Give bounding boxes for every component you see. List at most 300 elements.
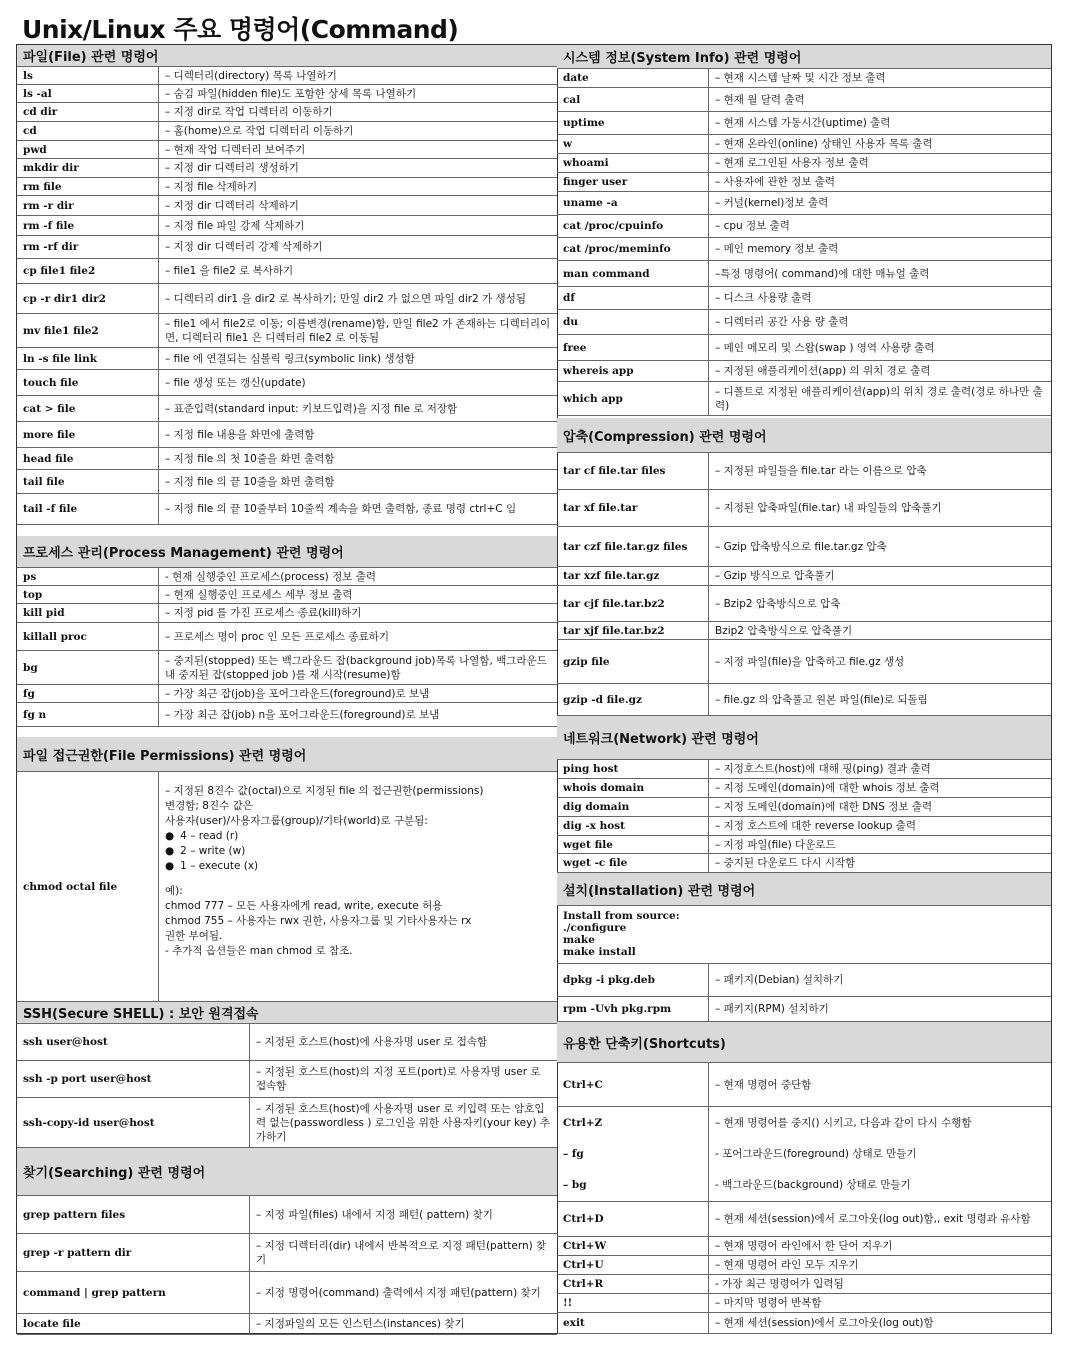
command-text: date	[557, 69, 709, 87]
command-text: dpkg -i pkg.deb	[557, 964, 709, 996]
description-text: – 현재 작업 디렉터리 보여주기	[165, 143, 306, 156]
description-text: – 현재 실행중인 프로세스 세부 정보 출력	[165, 588, 353, 601]
page-title: Unix/Linux 주요 명령어(Command)	[22, 15, 459, 44]
compression-section-row	[557, 622, 1051, 640]
command-text: cal	[557, 88, 709, 111]
compression-section-row	[557, 684, 1051, 716]
example-line: 권한 부여됨.	[165, 930, 223, 942]
description-text: – 지정 파일(files) 내에서 지정 패턴( pattern) 찾기	[256, 1208, 493, 1221]
command-description	[159, 703, 557, 726]
command-description	[709, 192, 1051, 214]
description-text: – 지정된 호스트(host)에 사용자명 user 로 접속함	[256, 1036, 488, 1048]
command-text: kill pid	[17, 604, 159, 622]
command-description	[159, 178, 557, 195]
description-text: – 메인 메모리 및 스왑(swap ) 영역 사용량 출력	[715, 341, 935, 354]
command-text: gzip -d file.gz	[557, 684, 709, 715]
process-section-row	[17, 586, 557, 604]
command-description	[250, 1196, 557, 1233]
command-description	[709, 1256, 1051, 1274]
description-text: – 지정 dir 디렉터리 강제 삭제하기	[165, 241, 323, 253]
network-section-header: 네트워크(Network) 관련 명령어	[557, 716, 1051, 760]
command-description	[709, 684, 1051, 715]
description-line: 사용자(user)/사용자그룹(group)/기타(world)로 구분됨:	[165, 815, 428, 827]
sysinfo-section-row	[557, 361, 1051, 382]
install-step: make install	[563, 946, 636, 958]
command-description	[159, 67, 557, 84]
ssh-section-header: SSH(Secure SHELL) : 보안 원격접속	[17, 1002, 557, 1024]
command-text: gzip file	[557, 640, 709, 683]
install-row	[557, 997, 1051, 1022]
command-text: cp -r dir1 dir2	[17, 284, 159, 313]
description-text: – file.gz 의 압축풀고 원본 파일(file)로 되돌림	[715, 693, 928, 706]
command-text: ping host	[557, 760, 709, 778]
file-section-row	[17, 236, 557, 259]
file-section-row	[17, 141, 557, 159]
command-text: grep pattern files	[17, 1196, 250, 1233]
shortcut-key: Ctrl+Z	[563, 1116, 603, 1129]
description-text: – 프로세스 명이 proc 인 모든 프로세스 종료하기	[165, 630, 389, 643]
permissions-section-header: 파일 접근권한(File Permissions) 관련 명령어	[17, 737, 557, 772]
description-text: – 중지된(stopped) 또는 백그라운드 잡(background job)목록 나열함, 백그라운드 내 중지된 잡(stopped job )를 재 시작(resume)함	[165, 654, 547, 681]
command-description	[159, 85, 557, 102]
command-text: cat /proc/cpuinfo	[557, 215, 709, 237]
process-section-row	[17, 651, 557, 685]
file-section-row	[17, 370, 557, 396]
command-description	[709, 238, 1051, 260]
sysinfo-section-row	[557, 310, 1051, 335]
command-text: free	[557, 335, 709, 360]
command-description	[709, 567, 1051, 585]
process-section-row	[17, 623, 557, 651]
command-text: dig -x host	[557, 817, 709, 835]
description-text: – 숨김 파일(hidden file)도 포함한 상세 목록 나열하기	[165, 87, 417, 100]
command-description	[159, 448, 557, 469]
command-description	[159, 348, 557, 369]
compression-section-row	[557, 640, 1051, 684]
description-text: – 지정 파일(file)을 압축하고 file.gz 생성	[715, 655, 905, 668]
description-text: – 지정된 호스트(host)에 사용자명 user 로 키입력 또는 암호입력 없는(passwordless ) 로그인을 위한 사용자키(your key) 추가하기	[256, 1102, 550, 1143]
command-description	[709, 361, 1051, 381]
process-section-row	[17, 604, 557, 623]
command-text: ls	[17, 67, 159, 84]
process-section-header: 프로세스 관리(Process Management) 관련 명령어	[17, 536, 557, 568]
command-text: bg	[17, 651, 159, 684]
command-description	[159, 568, 557, 585]
command-description	[709, 453, 1051, 489]
command-description	[709, 154, 1051, 172]
command-description	[159, 236, 557, 258]
command-text: fg	[17, 685, 159, 702]
file-section-row	[17, 396, 557, 422]
description-text: – 현재 월 달력 출력	[715, 93, 805, 106]
command-text: man command	[557, 261, 709, 286]
ssh-section-row	[17, 1024, 557, 1061]
description-line: 변경함; 8진수 값은	[165, 800, 253, 812]
file-section-row	[17, 67, 557, 85]
description-text: – 사용자에 관한 정보 출력	[715, 176, 836, 188]
description-text: – 현재 명령어 중단함	[715, 1078, 812, 1091]
command-text: uname -a	[557, 192, 709, 214]
example-line: chmod 777 – 모든 사용자에게 read, write, execute 허용	[165, 900, 443, 912]
description-text: – 커널(kernel)정보 출력	[715, 197, 829, 209]
file-section-row	[17, 314, 557, 348]
description-text: – Gzip 방식으로 압축풀기	[715, 570, 835, 582]
sysinfo-section-row	[557, 135, 1051, 154]
description-text: – 지정 pid 를 가진 프로세스 종료(kill)하기	[165, 607, 362, 619]
command-text: head file	[17, 448, 159, 469]
description-text: – 지정 dir 디렉터리 삭제하기	[165, 199, 299, 212]
command-description	[709, 1202, 1051, 1236]
command-description	[250, 1234, 557, 1271]
sysinfo-section-row	[557, 335, 1051, 361]
command-description	[709, 1294, 1051, 1312]
command-description	[159, 494, 557, 524]
command-text: df	[557, 287, 709, 309]
sysinfo-section-row	[557, 287, 1051, 310]
shortcut-row	[557, 1256, 1051, 1275]
command-description	[709, 1063, 1051, 1106]
command-description	[159, 103, 557, 121]
shortcuts-section-header: 유용한 단축키(Shortcuts)	[557, 1022, 1051, 1063]
compression-section-row	[557, 567, 1051, 586]
process-section-row	[17, 703, 557, 727]
install-section-header: 설치(Installation) 관련 명령어	[557, 873, 1051, 906]
search-section-header: 찾기(Searching) 관련 명령어	[17, 1148, 557, 1196]
compression-section-header: 압축(Compression) 관련 명령어	[557, 418, 1051, 453]
command-text: ln -s file link	[17, 348, 159, 369]
command-description	[709, 640, 1051, 683]
description-text: –특정 명령어( command)에 대한 매뉴얼 출력	[715, 267, 930, 280]
ssh-section-row	[17, 1098, 557, 1148]
description-text: - 백그라운드(background) 상태로 만들기	[715, 1179, 911, 1192]
command-text: Ctrl+U	[557, 1256, 709, 1274]
command-text: ssh user@host	[17, 1024, 250, 1060]
command-description	[709, 997, 1051, 1021]
file-section-row	[17, 494, 557, 525]
file-section-row	[17, 103, 557, 122]
ssh-section-row	[17, 1061, 557, 1098]
shortcut-key: – bg	[563, 1179, 587, 1192]
command-text: ssh-copy-id user@host	[17, 1098, 250, 1147]
file-section-row	[17, 448, 557, 470]
command-text: rm -r dir	[17, 196, 159, 215]
description-text: – 메인 memory 정보 출력	[715, 243, 839, 255]
command-description	[709, 586, 1051, 621]
command-description	[159, 370, 557, 395]
description-text: – cpu 정보 출력	[715, 220, 790, 232]
file-section-header: 파일(File) 관련 명령어	[17, 45, 557, 67]
command-text: cp file1 file2	[17, 259, 159, 283]
command-text: mkdir dir	[17, 159, 159, 177]
network-section-row	[557, 779, 1051, 798]
shortcut-row	[557, 1237, 1051, 1256]
process-section-row	[17, 685, 557, 703]
command-text: !!	[557, 1294, 709, 1312]
command-text: cat /proc/meminfo	[557, 238, 709, 260]
command-text: cat > file	[17, 396, 159, 421]
command-description	[250, 1024, 557, 1060]
description-text: – 가장 최근 잡(job)을 포어그라운드(foreground)로 보냄	[165, 687, 430, 700]
compression-section-row	[557, 453, 1051, 490]
description-text: Bzip2 압축방식으로 압축풀기	[715, 624, 853, 637]
network-section-row	[557, 836, 1051, 854]
shortcut-key: – fg	[563, 1147, 584, 1160]
command-description	[250, 1098, 557, 1147]
command-description	[159, 604, 557, 622]
install-step: Install from source:	[563, 910, 680, 922]
description-text: – 지정 도메인(domain)에 대한 whois 정보 출력	[715, 782, 940, 794]
shortcut-row	[557, 1294, 1051, 1313]
file-section-row	[17, 122, 557, 141]
command-text: cd dir	[17, 103, 159, 121]
file-section-row	[17, 178, 557, 196]
command-sheet	[16, 44, 1052, 1334]
file-section-row	[17, 259, 557, 284]
command-text: chmod octal file	[17, 772, 159, 1001]
command-description	[709, 69, 1051, 87]
description-text: – 지정 도메인(domain)에 대한 DNS 정보 출력	[715, 801, 933, 813]
command-description	[250, 1314, 557, 1334]
file-section-row	[17, 85, 557, 103]
description-text: - 가장 최근 명령어가 입력됨	[715, 1278, 844, 1290]
command-text: rm -rf dir	[17, 236, 159, 258]
description-text: – 현재 세션(session)에서 로그아웃(log out)함	[715, 1317, 934, 1329]
search-section-row	[17, 1234, 557, 1272]
command-text: du	[557, 310, 709, 334]
description-text: – 지정된 호스트(host)의 지정 포트(port)로 사용자명 user 로 접속함	[256, 1066, 541, 1092]
command-description	[709, 798, 1051, 816]
command-description	[709, 112, 1051, 134]
sysinfo-section-row	[557, 215, 1051, 238]
file-section-row	[17, 159, 557, 178]
command-description	[159, 396, 557, 421]
sysinfo-section-header: 시스템 정보(System Info) 관련 명령어	[557, 45, 1051, 69]
description-text: – 현재 명령어를 중지() 시키고, 다음과 같이 다시 수행함	[715, 1116, 972, 1129]
description-text: – 현재 세션(session)에서 로그아웃(log out)함,, exit 명령과 유사함	[715, 1213, 1031, 1225]
file-section-row	[17, 216, 557, 236]
description-text: – 지정 file 의 끝 10줄을 화면 출력함	[165, 475, 335, 488]
command-description	[709, 622, 1051, 639]
command-text: tar xjf file.tar.bz2	[557, 622, 709, 639]
shortcut-row	[557, 1275, 1051, 1294]
description-text: – 현재 시스템 날짜 및 시간 정보 출력	[715, 72, 886, 84]
command-description	[709, 310, 1051, 334]
command-description	[159, 284, 557, 313]
command-description	[709, 215, 1051, 237]
command-description	[709, 817, 1051, 835]
description-text: – file 에 연결되는 심볼릭 링크(symbolic link) 생성함	[165, 352, 415, 365]
description-text: – 지정 file 의 끝 10줄부터 10줄씩 계속을 화면 출력함, 종료 명령 ctrl+C 임	[165, 503, 517, 515]
command-description	[250, 1061, 557, 1097]
search-section-row	[17, 1196, 557, 1234]
file-section-row	[17, 196, 557, 216]
permission-bullet: ● 2 – write (w)	[165, 844, 551, 859]
file-section-row	[17, 470, 557, 494]
description-text: – 지정 file 삭제하기	[165, 180, 258, 193]
description-text: – 현재 명령어 라인에서 한 단어 지우기	[715, 1240, 893, 1252]
command-description	[159, 685, 557, 702]
command-text: whereis app	[557, 361, 709, 381]
description-text: – 현재 로그인된 사용자 정보 출력	[715, 157, 869, 169]
search-section-row	[17, 1272, 557, 1314]
right-column	[557, 45, 1051, 1333]
command-text: Ctrl+W	[557, 1237, 709, 1255]
command-text: rpm -Uvh pkg.rpm	[557, 997, 709, 1021]
compression-section-row	[557, 586, 1051, 622]
file-section-row	[17, 348, 557, 370]
description-text: – 디폴트로 지정된 애플리케이션(app)의 위치 경로 출력(경로 하나만 출력)	[715, 385, 1043, 412]
command-text: ls -al	[17, 85, 159, 102]
install-from-source	[557, 906, 1051, 964]
command-description	[709, 173, 1051, 191]
sysinfo-section-row	[557, 88, 1051, 112]
description-text: – 지정된 애플리케이션(app) 의 위치 경로 출력	[715, 365, 931, 377]
command-description	[709, 287, 1051, 309]
description-text: – 지정 dir로 작업 디렉터리 이동하기	[165, 106, 333, 118]
description-text: - 현재 실행중인 프로세스(process) 정보 출력	[165, 570, 377, 583]
example-line: - 추가적 옵션들은 man chmod 로 참조.	[165, 945, 353, 957]
command-text: pwd	[17, 141, 159, 158]
permission-bullet: ● 4 – read (r)	[165, 829, 551, 844]
command-description	[709, 382, 1051, 415]
description-text: – file1 에서 file2로 이동; 이름변경(rename)함, 만일 file2 가 존재하는 디렉터리이면, 디렉터리 file1 은 디렉터리 file2 로 이동됨	[165, 317, 551, 344]
command-description	[709, 1107, 1051, 1201]
left-column	[17, 45, 558, 1333]
description-text: – 지정된 압축파일(file.tar) 내 파일들의 압축풀기	[715, 502, 942, 514]
network-section-row	[557, 854, 1051, 873]
network-section-row	[557, 798, 1051, 817]
sysinfo-section-row	[557, 112, 1051, 135]
command-text: tail -f file	[17, 494, 159, 524]
example-line: chmod 755 – 사용자는 rwx 권한, 사용자그룹 및 기타사용자는 rx	[165, 915, 472, 927]
description-text: – 중지된 다운로드 다시 시작함	[715, 857, 856, 869]
command-text: tail file	[17, 470, 159, 493]
command-description	[709, 135, 1051, 153]
command-description	[709, 335, 1051, 360]
process-section-row	[17, 568, 557, 586]
command-text: rm file	[17, 178, 159, 195]
command-text: Ctrl+C	[557, 1063, 709, 1106]
command-text: tar cf file.tar files	[557, 453, 709, 489]
command-description	[709, 1275, 1051, 1293]
command-description	[709, 88, 1051, 111]
description-text: – 지정 명령어(command) 출력에서 지정 패턴(pattern) 찾기	[256, 1286, 541, 1299]
example-label: 예):	[165, 885, 183, 897]
description-text: – file 생성 또는 갱신(update)	[165, 376, 306, 389]
install-step: ./configure	[563, 922, 627, 934]
sysinfo-section-row	[557, 154, 1051, 173]
description-text: – 지정 파일(file) 다운로드	[715, 838, 836, 851]
spacer	[165, 874, 551, 884]
description-line: – 지정된 8진수 값(octal)으로 지정된 file 의 접근권한(permissions)	[165, 785, 484, 797]
command-description	[159, 196, 557, 215]
command-text: dig domain	[557, 798, 709, 816]
command-description	[709, 261, 1051, 286]
command-description	[709, 760, 1051, 778]
shortcut-row	[557, 1313, 1051, 1334]
description-text: – 지정 디렉터리(dir) 내에서 반복적으로 지정 패턴(pattern) 찾기	[256, 1239, 547, 1266]
description-text: – 디렉터리(directory) 목록 나열하기	[165, 69, 337, 82]
command-text: killall proc	[17, 623, 159, 650]
chmod-row	[17, 772, 557, 1002]
description-text: – 디렉터리 공간 사용 량 출력	[715, 316, 849, 328]
description-text: – Bzip2 압축방식으로 압축	[715, 597, 841, 610]
command-description	[709, 490, 1051, 526]
description-text: – 지정 dir 디렉터리 생성하기	[165, 162, 299, 174]
command-description	[709, 854, 1051, 872]
command-description	[159, 470, 557, 493]
command-text: ps	[17, 568, 159, 585]
file-section-row	[17, 422, 557, 448]
description-text: – 디스크 사용량 출력	[715, 292, 812, 304]
command-text: w	[557, 135, 709, 153]
description-text: – 지정 호스트에 대한 reverse lookup 출력	[715, 820, 917, 832]
shortcut-row	[557, 1202, 1051, 1237]
description-text: – 지정 file 파일 강제 삭제하기	[165, 219, 305, 232]
command-description	[159, 122, 557, 140]
command-text: which app	[557, 382, 709, 415]
compression-section-row	[557, 527, 1051, 567]
network-section-row	[557, 817, 1051, 836]
command-text: tar xzf file.tar.gz	[557, 567, 709, 585]
command-text: touch file	[17, 370, 159, 395]
command-text: uptime	[557, 112, 709, 134]
command-description	[709, 1237, 1051, 1255]
install-row	[557, 964, 1051, 997]
command-description	[709, 779, 1051, 797]
sysinfo-section-row	[557, 382, 1051, 416]
shortcut-row	[557, 1063, 1051, 1107]
command-description	[709, 1313, 1051, 1333]
command-text: rm -f file	[17, 216, 159, 235]
command-description	[250, 1272, 557, 1313]
command-description	[709, 527, 1051, 566]
command-text: wget file	[557, 836, 709, 853]
compression-section-row	[557, 490, 1051, 527]
description-text: – 현재 온라인(online) 상태인 사용자 목록 출력	[715, 138, 933, 150]
command-text: tar xf file.tar	[557, 490, 709, 526]
command-text: top	[17, 586, 159, 603]
command-text: ssh -p port user@host	[17, 1061, 250, 1097]
command-text: Ctrl+R	[557, 1275, 709, 1293]
command-text: whois domain	[557, 779, 709, 797]
command-text: finger user	[557, 173, 709, 191]
command-text: mv file1 file2	[17, 314, 159, 347]
file-section-row	[17, 284, 557, 314]
command-description	[159, 651, 557, 684]
search-section-row	[17, 1314, 557, 1335]
permission-bullet: ● 1 – execute (x)	[165, 859, 551, 874]
sysinfo-section-row	[557, 173, 1051, 192]
command-description	[159, 314, 557, 347]
description-text: – 지정파일의 모든 인스턴스(instances) 찾기	[256, 1318, 465, 1330]
description-text: – Gzip 압축방식으로 file.tar.gz 압축	[715, 540, 887, 553]
command-text: fg n	[17, 703, 159, 726]
command-text: cd	[17, 122, 159, 140]
chmod-description	[159, 772, 557, 1001]
command-text	[557, 1107, 709, 1201]
command-text: grep -r pattern dir	[17, 1234, 250, 1271]
description-text: – 디렉터리 dir1 을 dir2 로 복사하기; 만일 dir2 가 없으면 파일 dir2 가 생성됨	[165, 292, 526, 305]
sysinfo-section-row	[557, 192, 1051, 215]
description-text: – 지정호스트(host)에 대해 핑(ping) 결과 출력	[715, 763, 931, 775]
description-text: – 표준입력(standard input: 키보드입력)을 지정 file 로 저장함	[165, 402, 458, 415]
description-text: – 지정 file 의 첫 10줄을 화면 출력함	[165, 452, 335, 465]
command-text: tar czf file.tar.gz files	[557, 527, 709, 566]
description-text: – 현재 명령어 라인 모두 지우기	[715, 1259, 859, 1271]
command-description	[159, 623, 557, 650]
command-text: whoami	[557, 154, 709, 172]
